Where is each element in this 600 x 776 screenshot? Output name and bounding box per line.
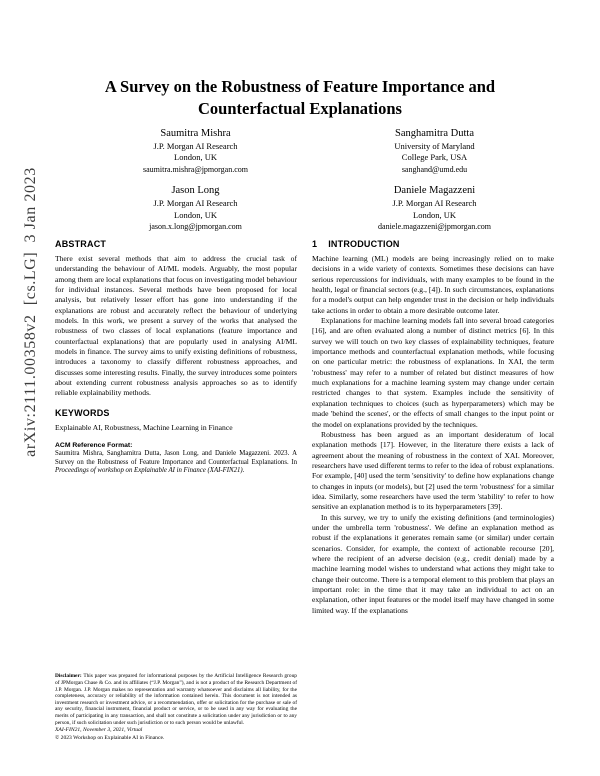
author-block <box>88 127 542 232</box>
intro-paragraph: Robustness has been argued as an important desideratum of local explanation methods [17]. However, in the literature there exists a lack of agreement about the meaning of robustness in the context of XAI. Moreover, researchers have used different terms to refer to the idea of robust explanations. For example, [40] used the term 'sensitivity' to define how explanations change to changes in inputs (or models), but [2] used the term 'robustness' for a similar idea. Similarly, some researchers have used the term 'stability' to refer to how sensitive an explanation method is to its hyperparameters [39]. <box>312 429 554 512</box>
acm-reference-citation: Saumitra Mishra, Sanghamitra Dutta, Jason Long, and Daniele Magazzeni. 2023. A Survey on the Robustness of Feature Importance and Counterfactual Explanations. In <box>55 450 297 466</box>
acm-reference-text <box>55 450 297 476</box>
author-name: Saumitra Mishra <box>160 128 231 139</box>
author-name: Jason Long <box>171 185 220 197</box>
disclaimer-label: Disclaimer: <box>55 673 82 680</box>
paper-title: A Survey on the Robustness of Feature Importance and Counterfactual Explanations <box>104 77 496 118</box>
author-affiliation: University of Maryland <box>394 141 475 152</box>
section-number: 1 <box>312 239 318 249</box>
author-location: London, UK <box>413 209 456 220</box>
author-email: sanghand@umd.edu <box>401 164 468 174</box>
acm-reference-heading: ACM Reference Format: <box>55 442 133 450</box>
acm-reference-venue: Proceedings of workshop on Explainable AI in Finance (XAI-FIN21). <box>55 467 245 475</box>
author-affiliation: J.P. Morgan AI Research <box>153 198 238 209</box>
author-card <box>327 127 542 175</box>
intro-paragraph: Explanations for machine learning models fall into several broad categories [16], and are often evaluated along a number of distinct metrics [6]. In this survey we will touch on two key classes of explainability techniques, feature importance methods and counterfactual explanation methods, while focusing on one particular metric: the robustness of explanations. In XAI, the term 'robustness' may refer to a number of related but distinct measures of how much explanations for a machine learning system may change under certain restricted changes to that system. Examples include the sensitivity of explanation techniques to choices (such as hyperparameters) which may be made 'behind the scenes', or the effects of small changes to the input point or the model on explanations provided by the techniques. <box>312 316 554 429</box>
disclaimer <box>55 673 297 726</box>
abstract-text: There exist several methods that aim to address the crucial task of understanding the behaviour of AI/ML models. Arguably, the most popular among them are local explanations that focus on investigating model behaviour for individual instances. Several methods have been proposed for local analysis, but relatively lesser effort has gone into understanding if the explanations are robust and accurately reflect the behaviour of underlying models. In this work, we present a survey of the works that analysed the robustness of two classes of local explanations (feature importance and counterfactual explanations) that are popularly used in analysing AI/ML models in finance. The survey aims to unify existing definitions of robustness, introduces a taxonomy to classify different robustness approaches, and discusses some interesting results. Finally, the survey introduces some pointers about extending current robustness analysis approaches so as to identify reliable explainability methods. <box>55 254 297 398</box>
author-email: saumitra.mishra@jpmorgan.com <box>143 164 248 174</box>
footnote-block <box>55 673 297 742</box>
author-location: London, UK <box>174 209 217 220</box>
intro-paragraph: In this survey, we try to unify the existing definitions (and terminologies) under the umbrella term 'robustness'. We define an explanation method as robust if the explanations it generates remain same (or similar) under certain scenarios. Consider, for example, the context of actionable recourse [20], where the recipient of an adverse decision (e.g., credit denial) made by a machine learning model wishes to understand what actions they might take to change their outcome. There is a temporal element to this problem that plays an important role: in the time that it may take an individual to act on an explanation, other input features or the model itself may have changed in some limited way. If the explanations <box>312 512 554 615</box>
abstract-heading: ABSTRACT <box>55 239 107 249</box>
section-title: INTRODUCTION <box>328 239 400 249</box>
arxiv-stamp: arXiv:2111.00358v2 [cs.LG] 3 Jan 2023 <box>22 167 39 457</box>
author-affiliation: J.P. Morgan AI Research <box>153 141 238 152</box>
disclaimer-text: This paper was prepared for informational purposes by the Artificial Intelligence Research group of JPMorgan Chase & Co. and its affiliates (“J.P. Morgan”), and is not a product of the Research Department of J.P. Morgan. J.P. Morgan makes no representation and warranty whatsoever and disclaims all liability, for the completeness, accuracy or reliability of the information contained herein. This document is not intended as investment research or investment advice, or a recommendation, offer or solicitation for the purchase or sale of any security, financial instrument, financial product or service, or to be used in any way for evaluating the merits of participating in any transaction, and shall not constitute a solicitation under any jurisdiction or to any person, if such solicitation under such jurisdiction or to such person would be unlawful. <box>55 673 297 726</box>
author-card <box>88 127 303 175</box>
left-column <box>55 239 297 742</box>
copyright-line: © 2023 Workshop on Explainable AI in Finance. <box>55 734 165 741</box>
author-email: daniele.magazzeni@jpmorgan.com <box>378 221 491 231</box>
introduction-heading <box>312 239 554 249</box>
author-location: London, UK <box>174 152 217 163</box>
keywords-heading: KEYWORDS <box>55 407 110 418</box>
author-location: College Park, USA <box>401 152 468 163</box>
author-name: Sanghamitra Dutta <box>394 128 475 139</box>
keywords-text: Explainable AI, Robustness, Machine Learning in Finance <box>55 422 233 432</box>
author-card <box>327 184 542 232</box>
two-column-body <box>55 239 554 742</box>
right-column <box>312 239 554 742</box>
intro-paragraph: Machine learning (ML) models are being increasingly relied on to make decisions in a wide variety of contexts. Sometimes these decisions can have serious repercussions for individuals, with many examples to be found in the health, legal or financial sectors (e.g., [4]). In such circumstances, explanations for a model's output can help engender trust in the decision or help individuals take actions in order to obtain a more desirable outcome later. <box>312 254 554 315</box>
author-affiliation: J.P. Morgan AI Research <box>392 198 477 209</box>
venue-line: XAI-FIN21, November 3, 2021, Virtual <box>55 727 143 734</box>
author-name: Daniele Magazzeni <box>393 185 476 197</box>
author-card <box>88 184 303 232</box>
author-email: jason.x.long@jpmorgan.com <box>149 221 242 231</box>
